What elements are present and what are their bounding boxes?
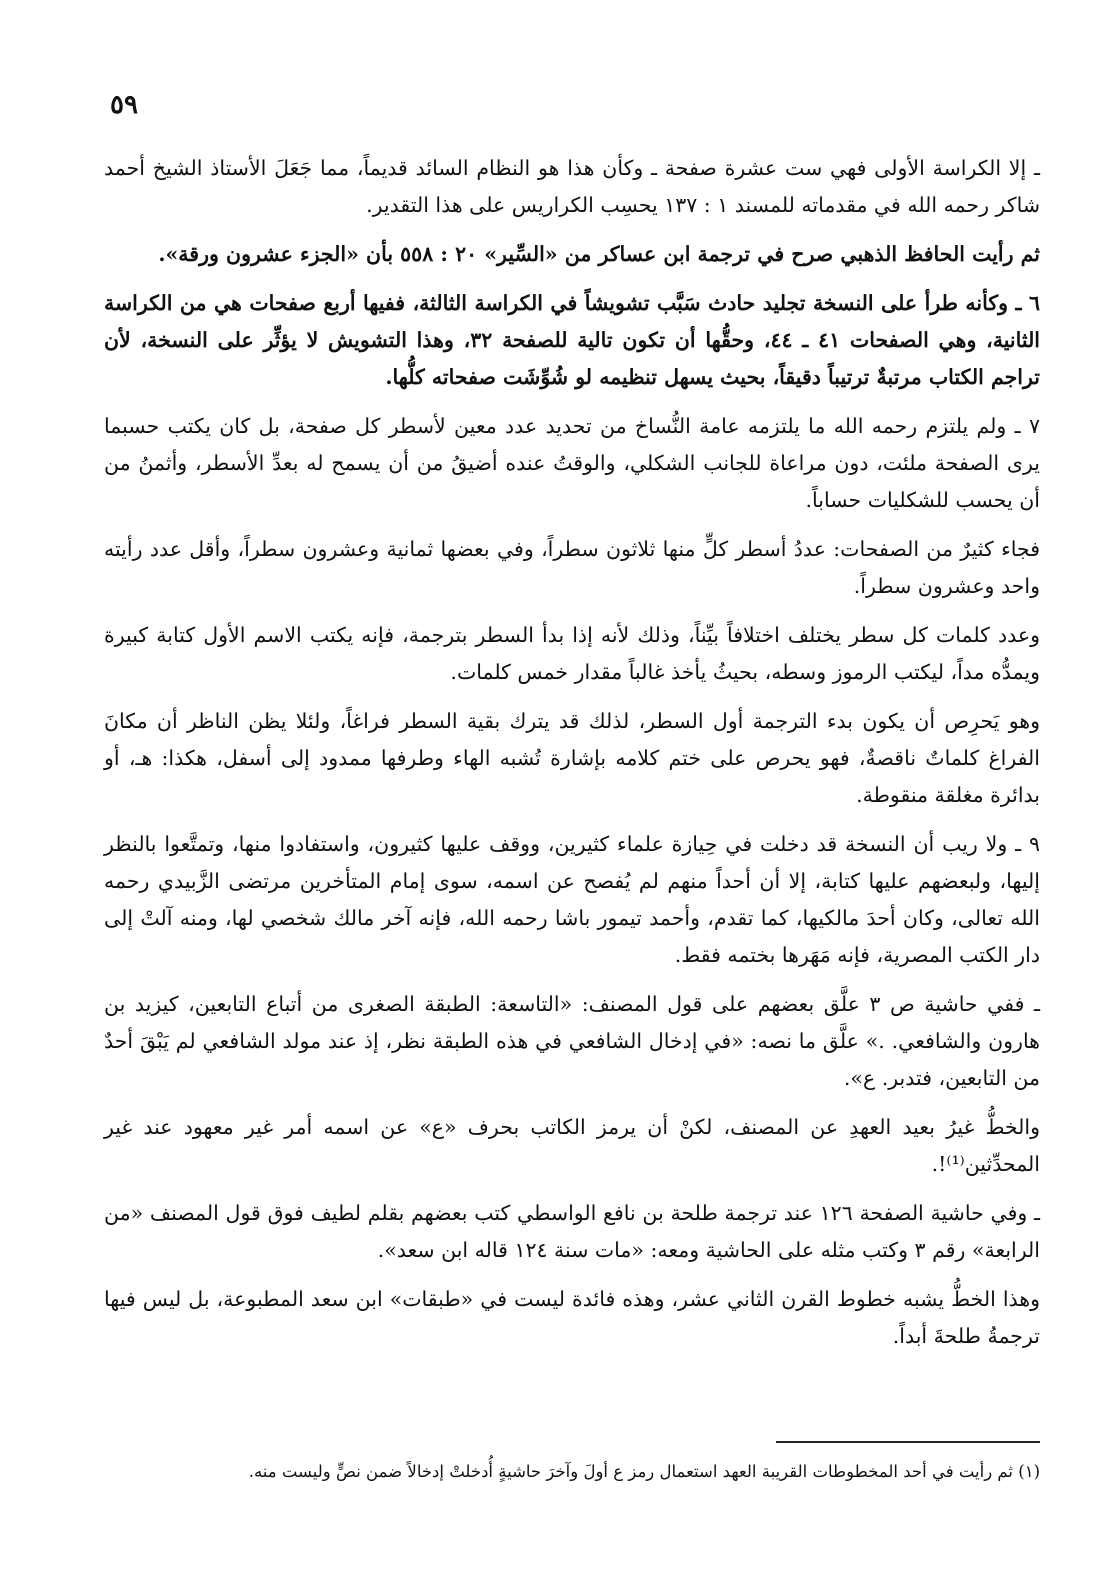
paragraph-line-counts: فجاء كثيرٌ من الصفحات: عددُ أسطر كلٍّ منها ثلاثون سطراً، وفي بعضها ثمانية وعشرون سطراً، وأقل عدد رأيته واحد وعشرون سطراً. [104, 537, 1040, 598]
paragraph-point-6: ٦ ـ وكأنه طرأ على النسخة تجليد حادث سَبَّب تشويشاً في الكراسة الثالثة، ففيها أربع صفحات هي من الكراسة الثانية، وهي الصفحات ٤١ ـ ٤٤، وحقُّها أن تكون تالية للصفحة ٣٢، وهذا التشويش لا يؤثِّر على النسخة، لأن تراجم الكتاب مرتبةٌ ترتيباً دقيقاً، بحيث يسهل تنظيمه لو شُوِّشَت صفحاته كلُّها. [104, 291, 1041, 389]
paragraph-handwriting-note: والخطُّ غيرُ بعيد العهدِ عن المصنف، لكنْ أن يرمز الكاتب بحرف «ع» عن اسمه أمر غير معهود عند غير المحدِّثين⁽¹⁾!. [104, 1115, 1040, 1176]
page-number: ٥٩ [110, 90, 138, 120]
paragraph-dhahabi-note: ثم رأيت الحافظ الذهبي صرح في ترجمة ابن عساكر من «السِّير» ٢٠ : ٥٥٨ بأن «الجزء عشرون ورقة». [158, 242, 1040, 266]
paragraph-point-7: ٧ ـ ولم يلتزم رحمه الله ما يلتزمه عامة النُّساخ من تحديد عدد معين لأسطر كل صفحة، بل كان يكتب حسبما يرى الصفحة ملئت، دون مراعاة للجانب الشكلي، والوقتُ عنده أضيقُ من أن يسمح له بعدِّ الأسطر، وأثمنُ من أن يحسب للشكليات حساباً. [104, 414, 1040, 512]
paragraph-word-counts: وعدد كلمات كل سطر يختلف اختلافاً بيِّناً، وذلك لأنه إذا بدأ السطر بترجمة، فإنه يكتب الاسم الأول كتابة كبيرة ويمدُّه مداً، ليكتب الرموز وسطه، بحيثُ يأخذ غالباً مقدار خمس كلمات. [104, 623, 1040, 684]
footnote-divider [776, 1441, 1040, 1443]
paragraph-translation-start: وهو يَحرِص أن يكون بدء الترجمة أول السطر، لذلك قد يترك بقية السطر فراغاً، ولئلا يظن الناظر أن مكانَ الفراغ كلماتٌ ناقصةٌ، فهو يحرص على ختم كلامه بإشارة تُشبه الهاء وطرفها ممدود إلى أسفل، هكذا: هـ، أو بدائرة مغلقة منقوطة. [104, 709, 1040, 807]
paragraph-point-9: ٩ ـ ولا ريب أن النسخة قد دخلت في حِيازة علماء كثيرين، ووقف عليها كثيرون، واستفادوا منها، وتمتَّعوا بالنظر إليها، ولبعضهم عليها كتابة، إلا أن أحداً منهم لم يُفصح عن اسمه، سوى إمام المتأخرين مرتضى الزَّبيدي رحمه الله تعالى، وكان أحدَ مالكيها، كما تقدم، وأحمد تيمور باشا رحمه الله، فإنه آخر مالك شخصي لها، ومنه آلتْ إلى دار الكتب المصرية، فإنه مَهَرها بختمه فقط. [104, 832, 1040, 967]
paragraph-continuation: ـ إلا الكراسة الأولى فهي ست عشرة صفحة ـ وكأن هذا هو النظام السائد قديماً، مما جَعَلَ الأستاذ الشيخ أحمد شاكر رحمه الله في مقدماته للمسند ١ : ١٣٧ يحسِب الكراريس على هذا التقدير. [104, 156, 1040, 217]
footnote: (١) ثم رأيت في أحد المخطوطات القريبة العهد استعمال رمز ع أولَ وآخرَ حاشيةٍ أُدخلتْ إدخالاً ضمن نصٍّ وليست منه. [248, 1462, 1040, 1481]
paragraph-margin-note-p126: ـ وفي حاشية الصفحة ١٢٦ عند ترجمة طلحة بن نافع الواسطي كتب بعضهم بقلم لطيف فوق قول المصنف «من الرابعة» رقم ٣ وكتب مثله على الحاشية ومعه: «مات سنة ١٢٤ قاله ابن سعد». [104, 1201, 1040, 1262]
paragraph-margin-note-p3: ـ ففي حاشية ص ٣ علَّق بعضهم على قول المصنف: «التاسعة: الطبقة الصغرى من أتباع التابعين، كيزيد بن هارون والشافعي. .» علَّق ما نصه: «في إدخال الشافعي في هذه الطبقة نظر، إذ عند مولد الشافعي لم يَبْقَ أحدٌ من التابعين، فتدبر. ع». [104, 992, 1040, 1090]
body-text [104, 150, 1040, 1367]
paragraph-handwriting-era: وهذا الخطُّ يشبه خطوط القرن الثاني عشر، وهذه فائدة ليست في «طبقات» ابن سعد المطبوعة، بل ليس فيها ترجمةُ طلحةَ أبداً. [104, 1287, 1040, 1348]
